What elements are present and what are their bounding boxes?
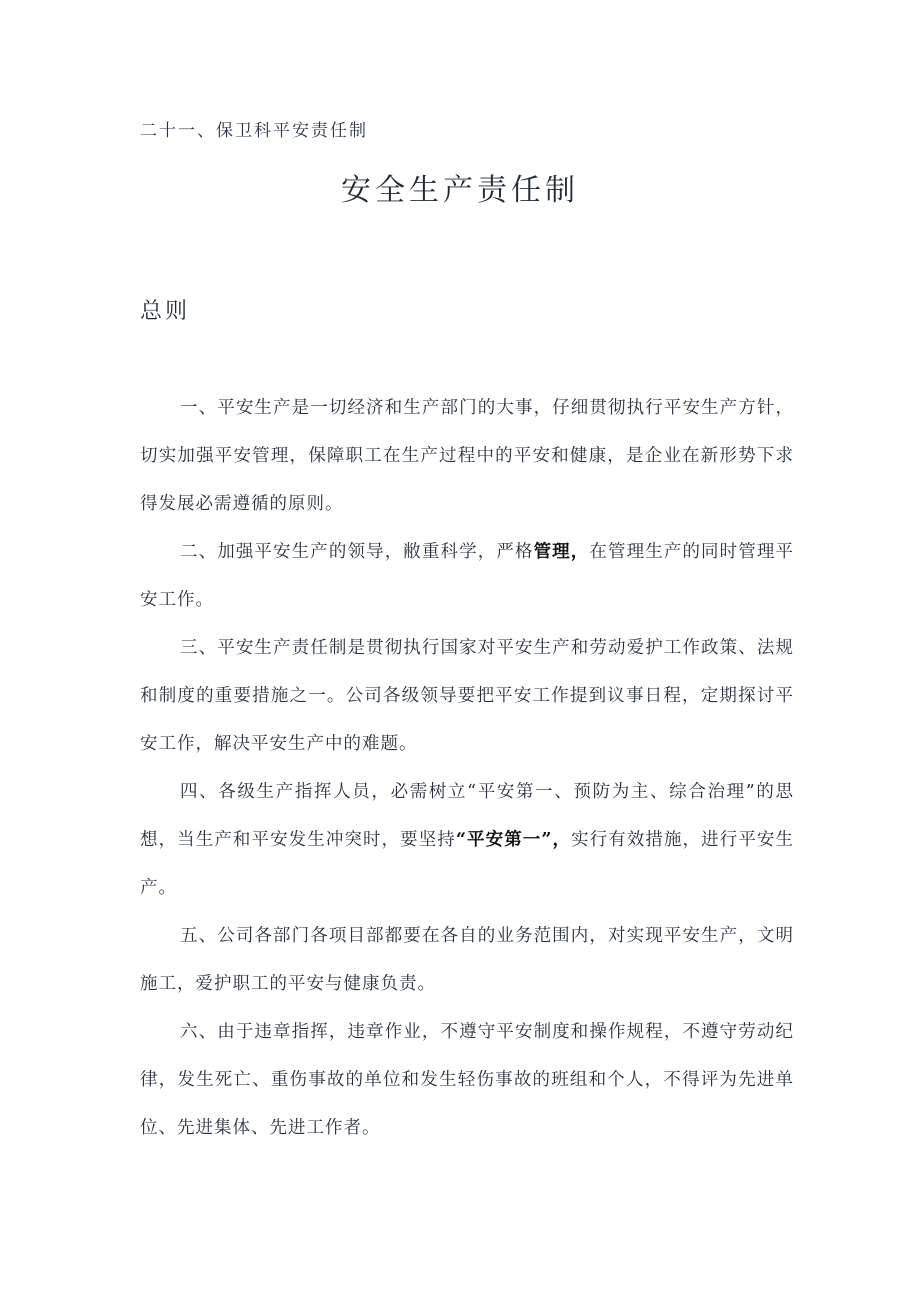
emphasized-text: 管理， — [533, 542, 590, 562]
paragraph-text: 二、加强平安生产的领导，敝重科学，严格 — [180, 542, 534, 562]
paragraph-text: 实行有效措施，进行平安生产。 — [140, 830, 795, 898]
paragraph-text: 一、平安生产是一切经济和生产部门的大事，仔细贯彻执行平安生产方针，切实加强平安管理，保障职工在生产过程中的平安和健康，是企业在新形势下求得发展必需遵循的原则。 — [140, 398, 794, 514]
section-label: 二十一、保卫科平安责任制 — [140, 121, 368, 141]
paragraph-text: 五、公司各部门各项目部都要在各自的业务范围内，对实现平安生产，文明施工，爱护职工的平安与健康负责。 — [140, 926, 794, 994]
document-title: 安全生产责任制 — [341, 173, 579, 208]
paragraph — [140, 912, 794, 1008]
paragraph — [140, 624, 794, 768]
paragraph — [140, 1008, 794, 1152]
paragraph-text: 三、平安生产责任制是贯彻执行国家对平安生产和劳动爱护工作政策、法规和制度的重要措施之一。公司各级领导要把平安工作提到议事日程，定期探讨平安工作，解决平安生产中的难题。 — [140, 638, 794, 754]
paragraph — [140, 528, 794, 624]
paragraph-text: 四、各级生产指挥人员，必需树立“平安第一、预防为主、综合治理”的思想，当生产和平安发生冲突时，要坚持 — [140, 782, 794, 850]
section-heading: 总则 — [140, 299, 191, 324]
paragraph-list — [140, 384, 794, 1152]
paragraph-text: 在管理生产的同时管理平安工作。 — [140, 542, 794, 610]
emphasized-text: “平安第一”， — [455, 830, 572, 850]
paragraph-text: 六、由于违章指挥，违章作业，不遵守平安制度和操作规程，不遵守劳动纪律，发生死亡、重伤事故的单位和发生轻伤事故的班组和个人，不得评为先进单位、先进集体、先进工作者。 — [140, 1022, 794, 1138]
paragraph — [140, 384, 794, 528]
paragraph — [140, 768, 794, 912]
